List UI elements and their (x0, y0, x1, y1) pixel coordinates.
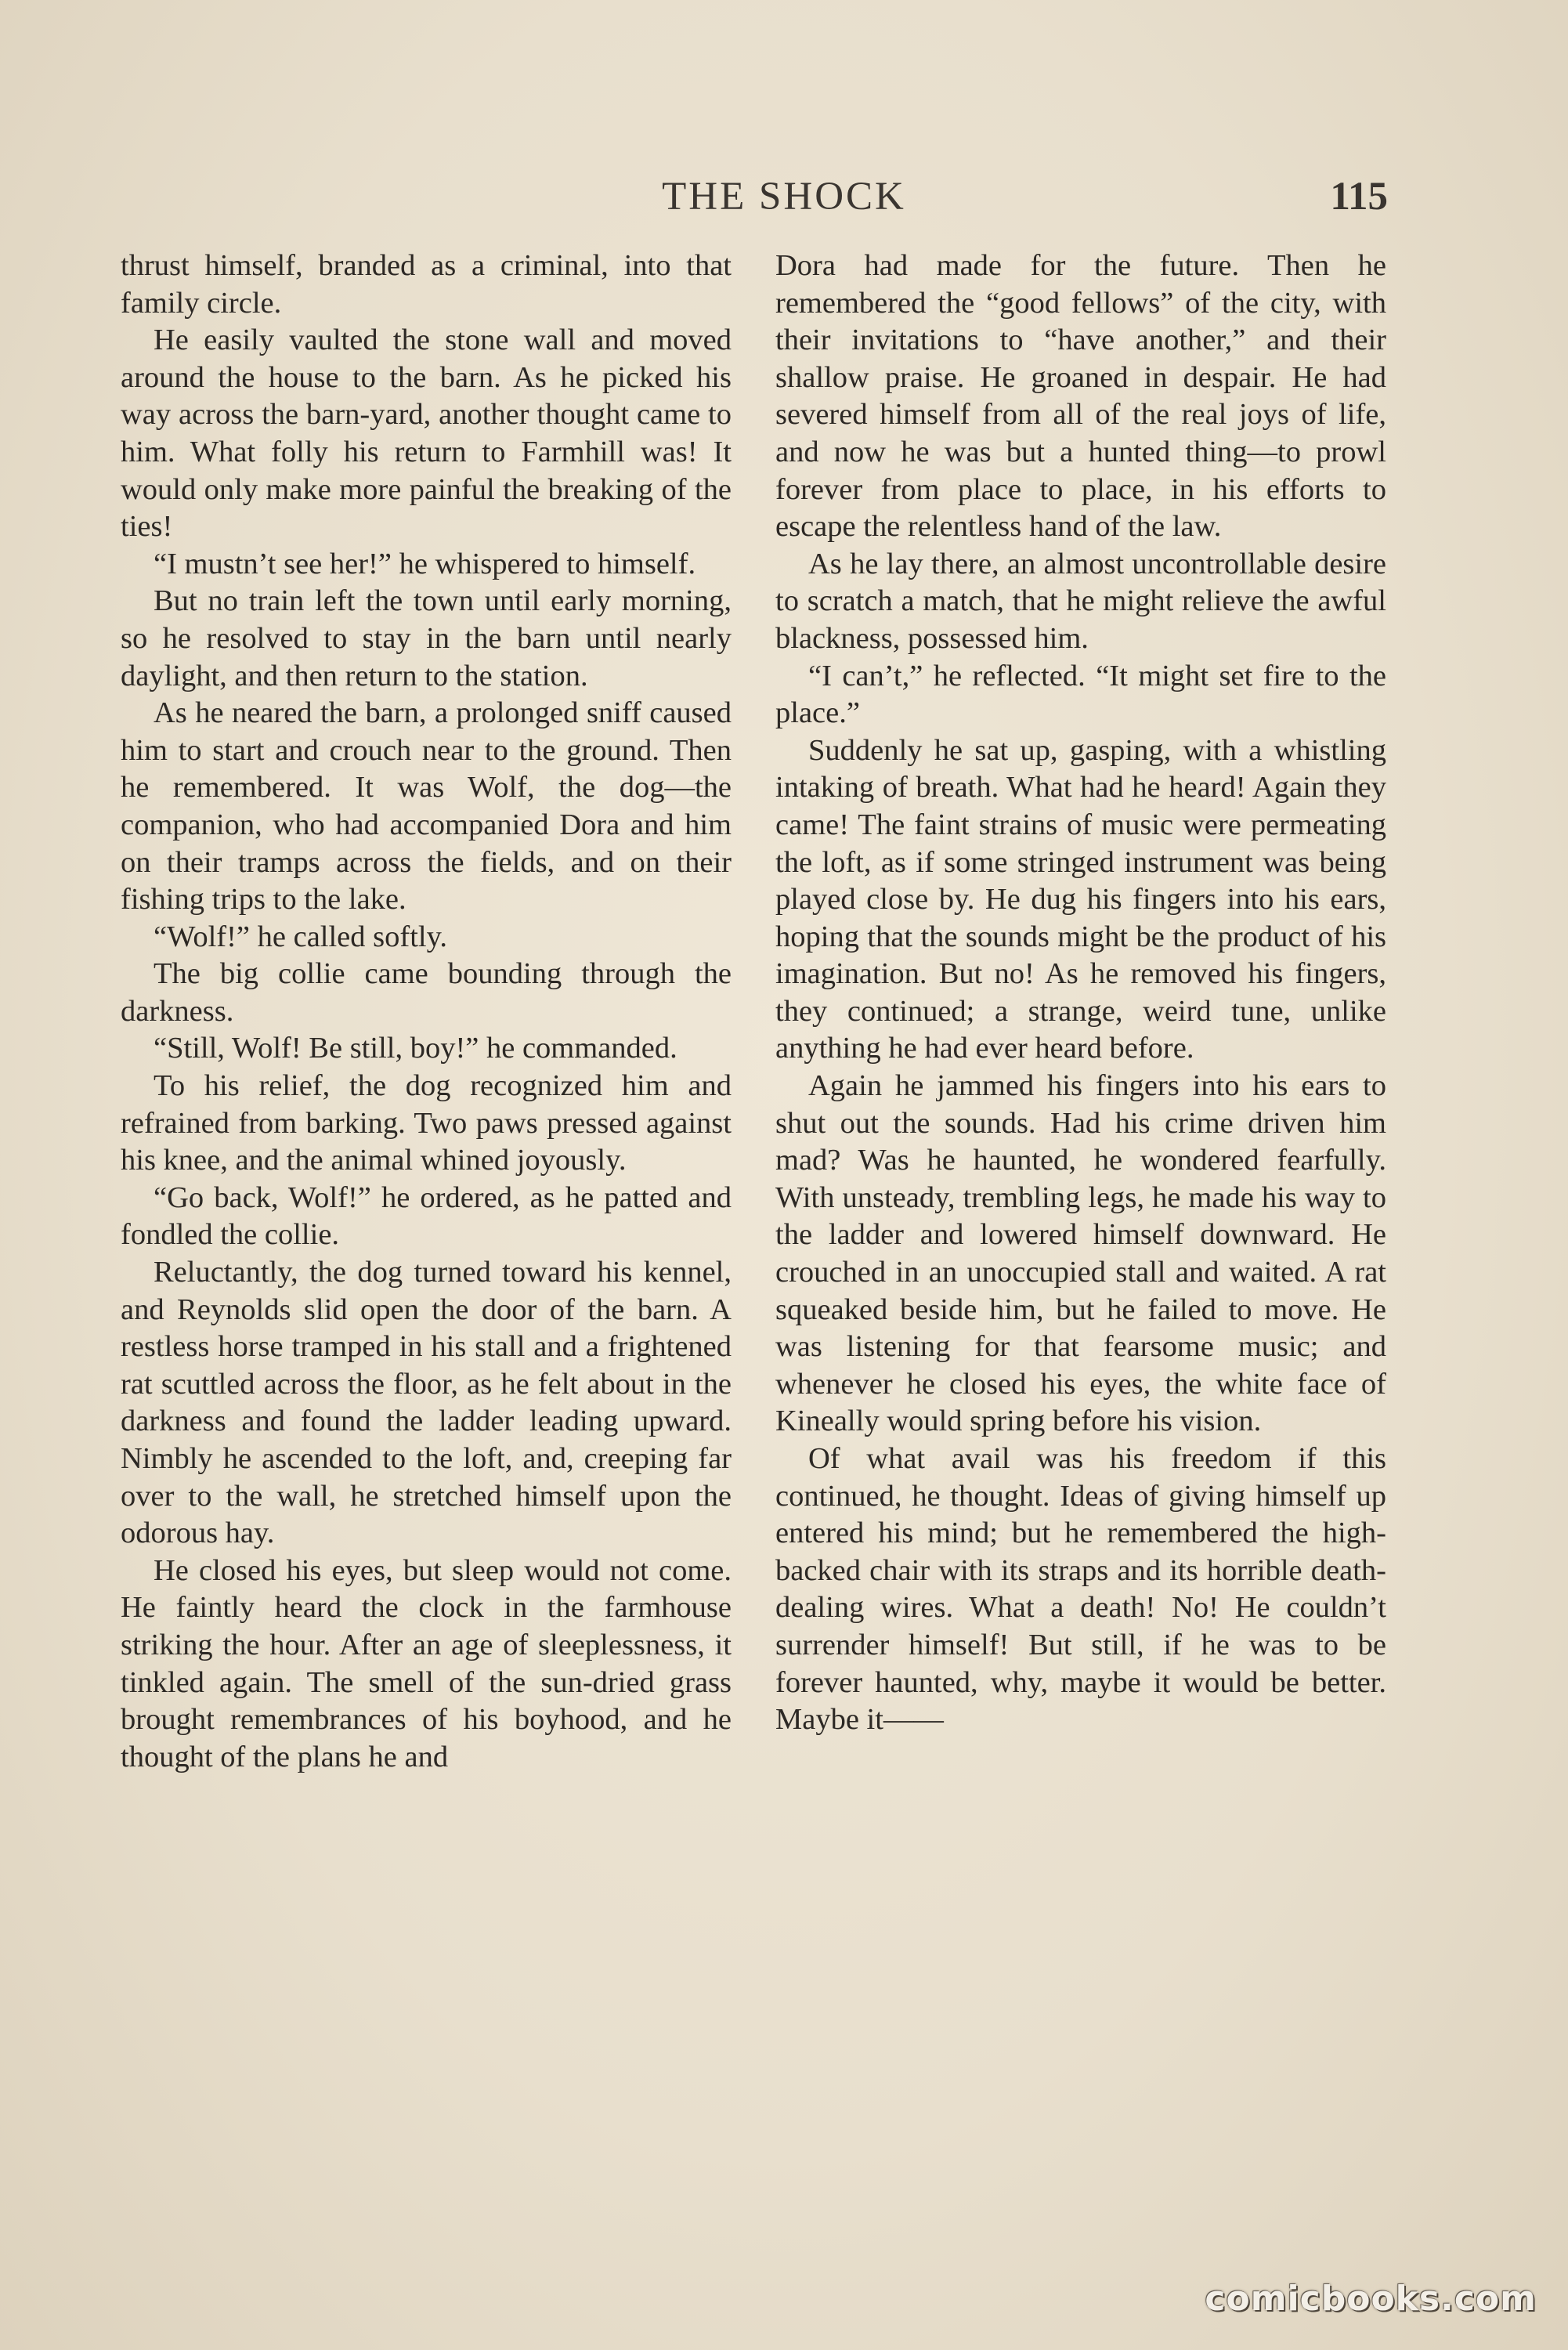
right-column (775, 248, 1386, 1739)
paragraph: “Wolf!” he called softly. (154, 920, 447, 953)
paragraph: “I can’t,” he reflected. “It might set fire to the place.” (775, 659, 1386, 730)
paragraph: Suddenly he sat up, gasping, with a whistling intaking of breath. What had he heard! Again they came! The faint strains of music were permeating the loft, as if some stringed instrument was being played close by. He dug his fingers into his ears, hoping that the sounds might be the product of his imagination. But no! As he removed his fingers, they continued; a strange, weird tune, unlike anything he had ever heard before. (775, 733, 1386, 1065)
paragraph: “Still, Wolf! Be still, boy!” he commanded. (154, 1032, 677, 1065)
running-title: THE SHOCK (662, 175, 906, 219)
paragraph: Dora had made for the future. Then he remembered the “good fellows” of the city, with their invitations to “have another,” and their shallow praise. He groaned in despair. He had severed himself from all of the real joys of life, and now he was but a hunted thing—to prowl forever from place to place, in his efforts to escape the relentless hand of the law. (775, 249, 1386, 544)
paragraph: Of what avail was his freedom if this continued, he thought. Ideas of giving himself up entered his mind; but he remembered the high-backed chair with its straps and its horrible death-dealing wires. What a death! No! He couldn’t surrender himself! But still, if he was to be forever haunted, why, maybe it would be better. Maybe it—— (775, 1442, 1386, 1737)
paragraph: Reluctantly, the dog turned toward his kennel, and Reynolds slid open the door of the barn. A restless horse tramped in his stall and a frightened rat scuttled across the floor, as he felt about in the darkness and found the ladder leading upward. Nimbly he ascended to the loft, and, creeping far over to the wall, he stretched himself upon the odorous hay. (121, 1256, 732, 1550)
paragraph: Again he jammed his fingers into his ears to shut out the sounds. Had his crime driven him mad? Was he haunted, he wondered fearfully. With unsteady, trembling legs, he made his way to the ladder and lowered himself downward. He crouched in an unoccupied stall and waited. A rat squeaked beside him, but he failed to move. He was listening for that fearsome music; and whenever he closed his eyes, the white face of Kineally would spring before his vision. (775, 1069, 1386, 1438)
paragraph: He easily vaulted the stone wall and moved around the house to the barn. As he picked his way across the barn-yard, another thought came to him. What folly his return to Farmhill was! It would only make more painful the breaking of the ties! (121, 324, 732, 544)
paragraph: “Go back, Wolf!” he ordered, as he patted and fondled the collie. (121, 1180, 732, 1252)
paragraph: “I mustn’t see her!” he whispered to himself. (154, 547, 696, 580)
watermark: comicbooks.com (1205, 2279, 1537, 2319)
paragraph: As he neared the barn, a prolonged sniff caused him to start and crouch near to the ground. Then he remembered. It was Wolf, the dog—the companion, who had accompanied Dora and him on their tramps across the fields, and on their fishing trips to the lake. (121, 696, 732, 916)
paragraph: As he lay there, an almost uncontrollable desire to scratch a match, that he might relieve the awful blackness, possessed him. (775, 547, 1386, 655)
paragraph: thrust himself, branded as a criminal, into that family circle. (121, 249, 732, 320)
paragraph: The big collie came bounding through the darkness. (121, 957, 732, 1028)
paragraph: But no train left the town until early morning, so he resolved to stay in the barn until nearly daylight, and then return to the station. (121, 584, 732, 692)
page-number: 115 (1330, 175, 1388, 219)
paragraph: He closed his eyes, but sleep would not come. He faintly heard the clock in the farmhouse striking the hour. After an age of sleeplessness, it tinkled again. The smell of the sun-dried grass brought remembrances of his boyhood, and he thought of the plans he and (121, 1553, 732, 1773)
page-header (0, 174, 1568, 221)
paragraph: To his relief, the dog recognized him and refrained from barking. Two paws pressed against his knee, and the animal whined joyously. (121, 1069, 732, 1177)
left-column (121, 248, 732, 1776)
